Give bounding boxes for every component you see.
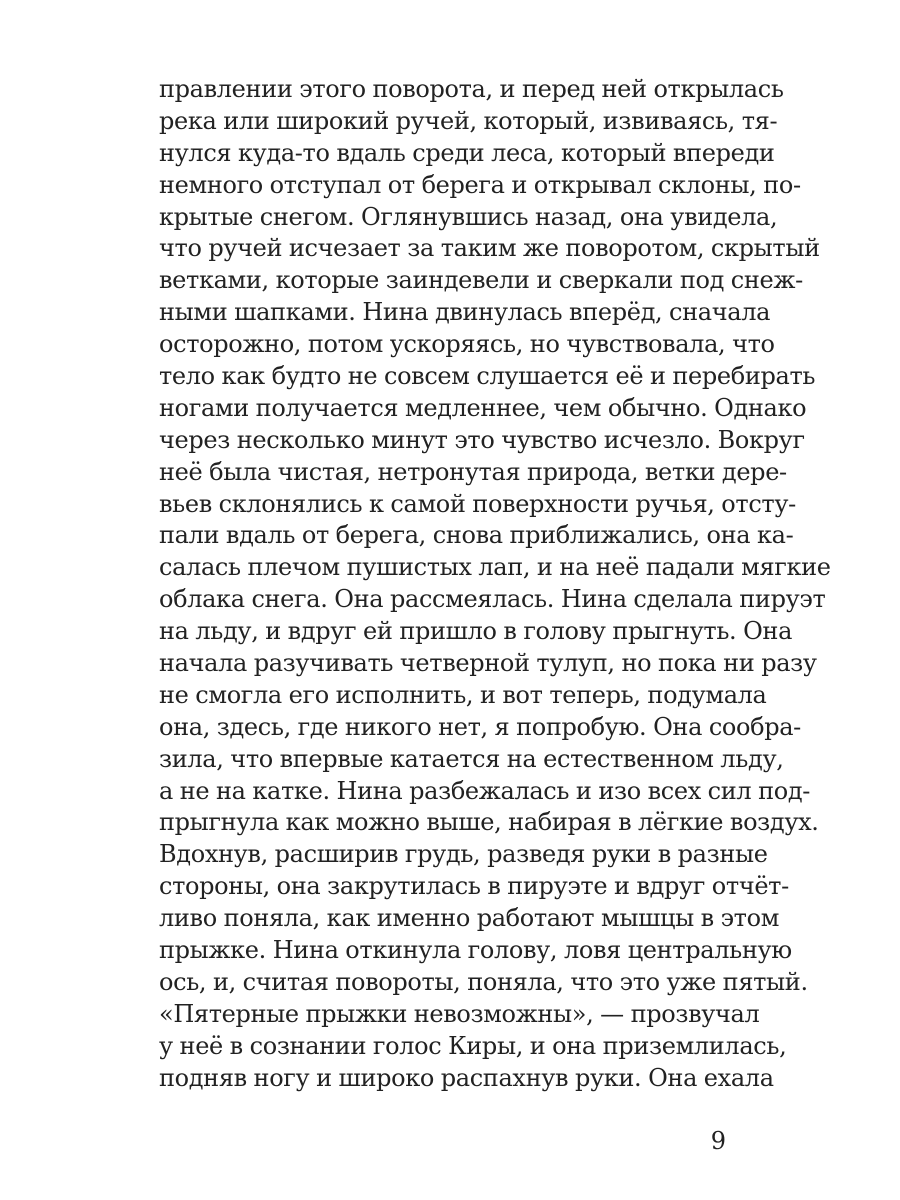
text-line: осторожно, потом ускоряясь, но чувствовала, что — [159, 330, 775, 359]
text-line: стороны, она закрутилась в пируэте и вдруг отчёт- — [159, 872, 789, 901]
text-line: ось, и, считая повороты, поняла, что это уже пятый. — [159, 967, 808, 996]
text-line: правлении этого поворота, и перед ней открылась — [159, 75, 784, 103]
text-line: салась плечом пушистых лап, и на неё падали мягкие — [159, 553, 831, 582]
text-line: крытые снегом. Оглянувшись назад, она увидела, — [159, 202, 778, 231]
text-line: неё была чистая, нетронутая природа, ветки дере- — [159, 457, 787, 486]
text-line: немного отступал от берега и открывал склоны, по- — [159, 170, 801, 199]
text-line: ными шапками. Нина двинулась вперёд, сначала — [159, 298, 771, 327]
text-line: ветками, которые заиндевели и сверкали под снеж- — [159, 266, 803, 295]
body-text — [159, 74, 831, 1095]
text-line: зила, что впервые катается на естественном льду, — [159, 744, 784, 773]
text-line: у неё в сознании голос Киры, и она приземлилась, — [159, 1031, 787, 1060]
text-line: она, здесь, где никого нет, я попробую. Она сообра- — [159, 712, 801, 741]
text-line: «Пятерные прыжки невозможны», — прозвучал — [159, 999, 760, 1028]
text-line: облака снега. Она рассмеялась. Нина сделала пируэт — [159, 585, 826, 614]
text-line: подняв ногу и широко распахнув руки. Она ехала — [159, 1063, 774, 1092]
text-line: прыгнула как можно выше, набирая в лёгкие воздух. — [159, 808, 819, 837]
text-line: не смогла его исполнить, и вот теперь, подумала — [159, 680, 767, 709]
text-line: ливо поняла, как именно работают мышцы в этом — [159, 904, 780, 933]
text-line: а не на катке. Нина разбежалась и изо всех сил под- — [159, 776, 811, 805]
text-line: ногами получается медленнее, чем обычно. Однако — [159, 393, 807, 422]
text-line: пали вдаль от берега, снова приближались, она ка- — [159, 521, 794, 550]
text-line: нулся куда-то вдаль среди леса, который впереди — [159, 138, 775, 167]
text-line: река или широкий ручей, который, извиваясь, тя- — [159, 106, 778, 135]
text-line: тело как будто не совсем слушается её и перебирать — [159, 362, 816, 391]
text-line: Вдохнув, расширив грудь, разведя руки в разные — [159, 840, 768, 869]
text-line: прыжке. Нина откинула голову, ловя центральную — [159, 936, 792, 965]
text-line: через несколько минут это чувство исчезло. Вокруг — [159, 425, 805, 454]
text-line: вьев склонялись к самой поверхности ручья, отсту- — [159, 489, 796, 518]
text-line: что ручей исчезает за таким же поворотом, скрытый — [159, 234, 820, 263]
text-line: начала разучивать четверной тулуп, но пока ни разу — [159, 649, 817, 678]
page-number: 9 — [710, 1127, 726, 1155]
text-line: на льду, и вдруг ей пришло в голову прыгнуть. Она — [159, 617, 793, 646]
